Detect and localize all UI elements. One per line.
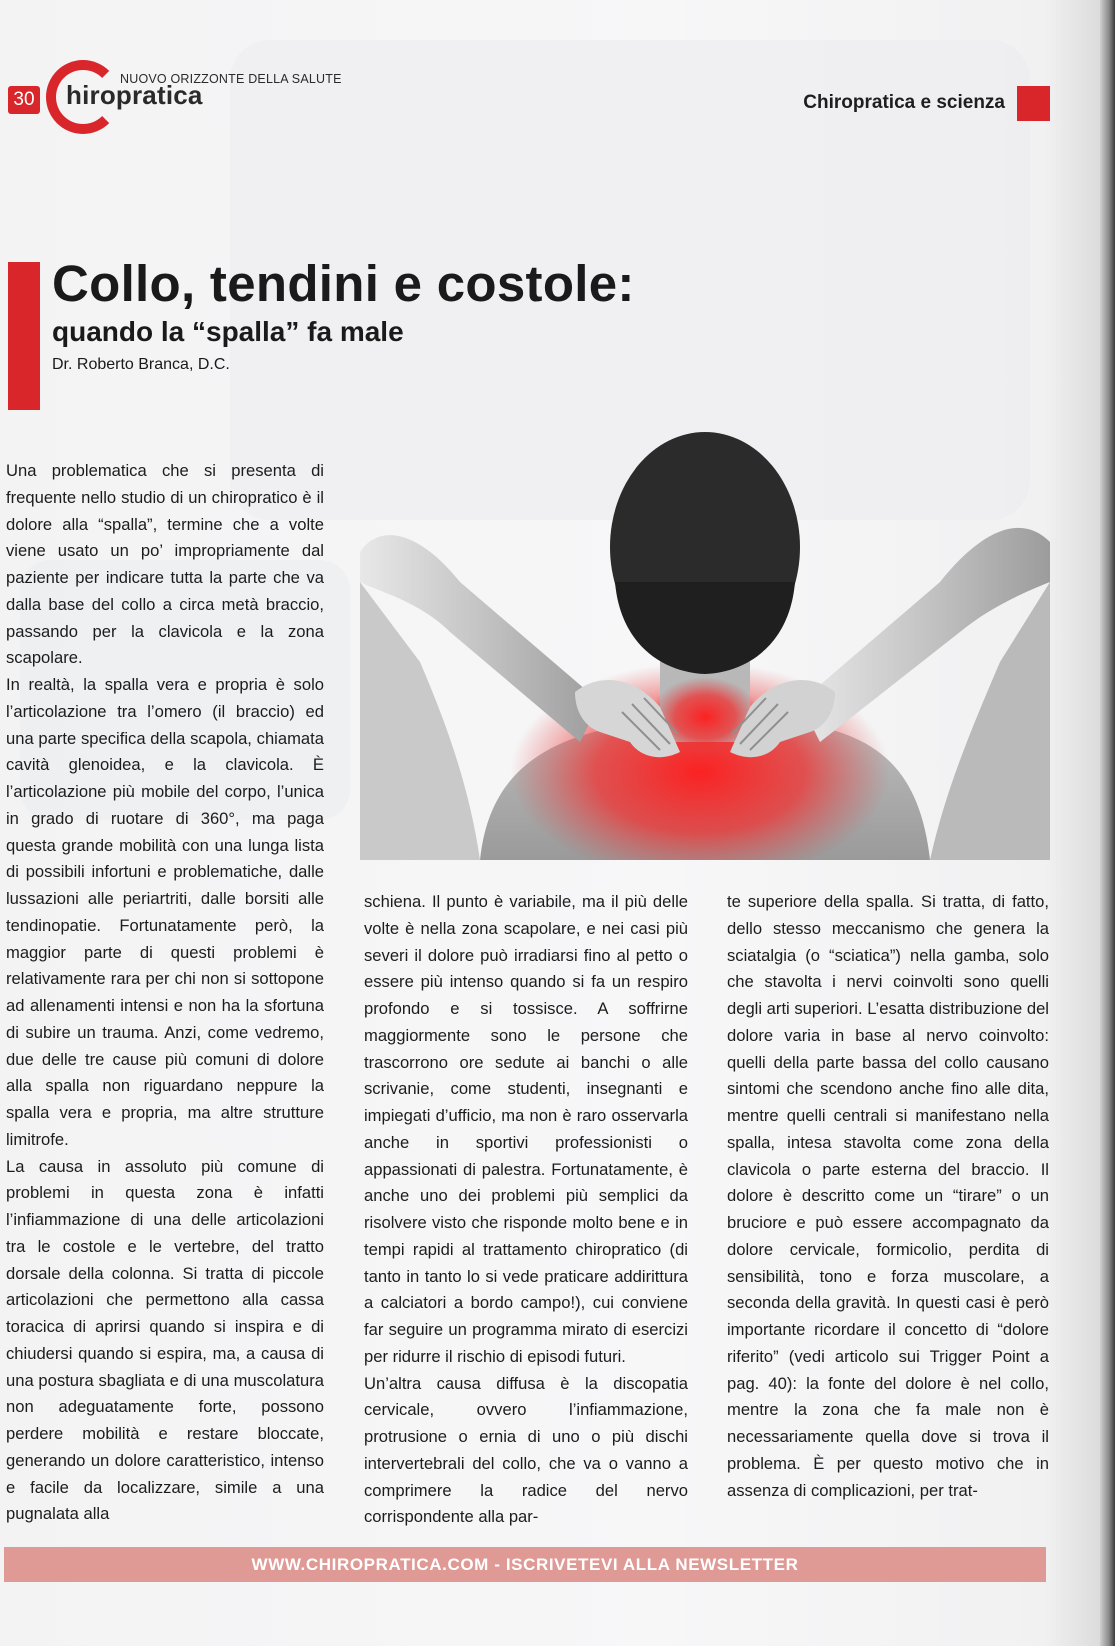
logo-wordmark: hiropratica bbox=[66, 80, 203, 110]
magazine-logo bbox=[46, 58, 376, 138]
paragraph: La causa in assoluto più comune di problemi in questa zona è infatti l’infiammazione di una delle articolazioni tra le costole e le vertebre, del tratto dorsale della colonna. Si tratta di piccole articolazioni che permettono alla cassa toracica di aprirsi quando si inspira e di chiudersi quando si espira, ma, a causa di una postura sbagliata e di una muscolatura non adeguatamente forte, possono perdere mobilità e restare bloccate, generando un dolore caratteristico, intenso e facile da localizzare, simile a una pugnalata alla bbox=[6, 1156, 324, 1524]
article-column-1 bbox=[6, 458, 324, 1528]
article-column-2 bbox=[364, 889, 688, 1531]
page-number: 30 bbox=[8, 86, 40, 114]
paragraph: In realtà, la spalla vera e propria è solo l’articolazione tra l’omero (il braccio) ed una parte specifica della scapola, chiamata cavità glenoidea, e la clavicola. È l’articolazione più mobile del corpo, l’unica in grado di ruotare di 360°, ma paga questa grande mobilità con una lunga lista di possibili infortuni e problematiche, dalle lussazioni alle periartriti, dalle borsiti alle tendinopatie. Fortunatamente però, la maggior parte di questi problemi è relativamente rara per chi non si sottopone ad allenamenti intensi e non ha la sfortuna di subire un trauma. Anzi, come vedremo, due delle tre cause più comuni di dolore alla spalla non riguardano neppure la spalla vera e propria, ma altre strutture limitrofe. bbox=[6, 675, 324, 1149]
section-label: Chiropratica e scienza bbox=[803, 92, 1005, 113]
title-accent-bar bbox=[8, 262, 40, 410]
neck-pain-photo bbox=[360, 432, 1050, 860]
paragraph: schiena. Il punto è variabile, ma il più delle volte è nella zona scapolare, e nei casi più severi il dolore può irradiarsi fino al petto o essere più intenso quando si fa un respiro profondo e si tossisce. A soffrirne maggiormente sono le persone che trascorrono ore sedute ai banchi o alle scrivanie, come studenti, insegnanti e impiegati d’ufficio, ma non è raro osservarla anche in sportivi professionisti o appassionati di palestra. Fortunatamente, è anche uno dei problemi più semplici da risolvere visto che risponde molto bene e in tempi rapidi al trattamento chiropratico (di tanto in tanto lo si vede praticare addirittura a calciatori a bordo campo!), cui conviene far seguire un programma mirato di esercizi per ridurre il rischio di episodi futuri. bbox=[364, 892, 688, 1366]
footer-newsletter-link[interactable]: WWW.CHIROPRATICA.COM - ISCRIVETEVI ALLA NEWSLETTER bbox=[4, 1547, 1046, 1582]
article-author: Dr. Roberto Branca, D.C. bbox=[52, 356, 230, 373]
article-title: Collo, tendini e costole: bbox=[52, 255, 635, 312]
paragraph: te superiore della spalla. Si tratta, di fatto, dello stesso meccanismo che genera la sciatalgia (o “sciatica”) nella gamba, solo che stavolta i nervi coinvolti sono quelli degli arti superiori. L’esatta distribuzione del dolore varia in base al nervo coinvolto: quelli della parte bassa del collo causano sintomi che scendono anche fino alle dita, mentre quelli centrali si manifestano nella spalla, intesa stavolta come zona della clavicola o parte esterna del braccio. Il dolore è descritto come un “tirare” o un bruciore e può essere accompagnato da dolore cervicale, formicolio, perdita di sensibilità, tono e forza muscolare, a seconda della gravità. In questi casi è però importante ricordare il concetto di “dolore riferito” (vedi articolo sui Trigger Point a pag. 40): la fonte del dolore è nel collo, mentre la zona che fa male non è necessariamente quella dove si trova il problema. È per questo motivo che in assenza di complicazioni, per trat- bbox=[727, 892, 1049, 1500]
paragraph: Un’altra causa diffusa è la discopatia cervicale, ovvero l’infiammazione, protrusione o ernia di uno o più dischi intervertebrali del collo, che va o vanno a comprimere la radice del nervo corrispondente alla par- bbox=[364, 1373, 688, 1527]
article-subtitle: quando la “spalla” fa male bbox=[52, 316, 404, 347]
article-column-3 bbox=[727, 889, 1049, 1504]
paragraph: Una problematica che si presenta di frequente nello studio di un chiropratico è il dolore alla “spalla”, termine che a volte viene usato un po’ impropriamente dal paziente per indicare tutta la parte che va dalla base del collo a circa metà braccio, passando per la clavicola e la zona scapolare. bbox=[6, 461, 324, 668]
section-marker bbox=[1017, 86, 1050, 121]
page-edge bbox=[1100, 0, 1115, 1646]
logo-tagline: NUOVO ORIZZONTE DELLA SALUTE bbox=[120, 72, 342, 86]
